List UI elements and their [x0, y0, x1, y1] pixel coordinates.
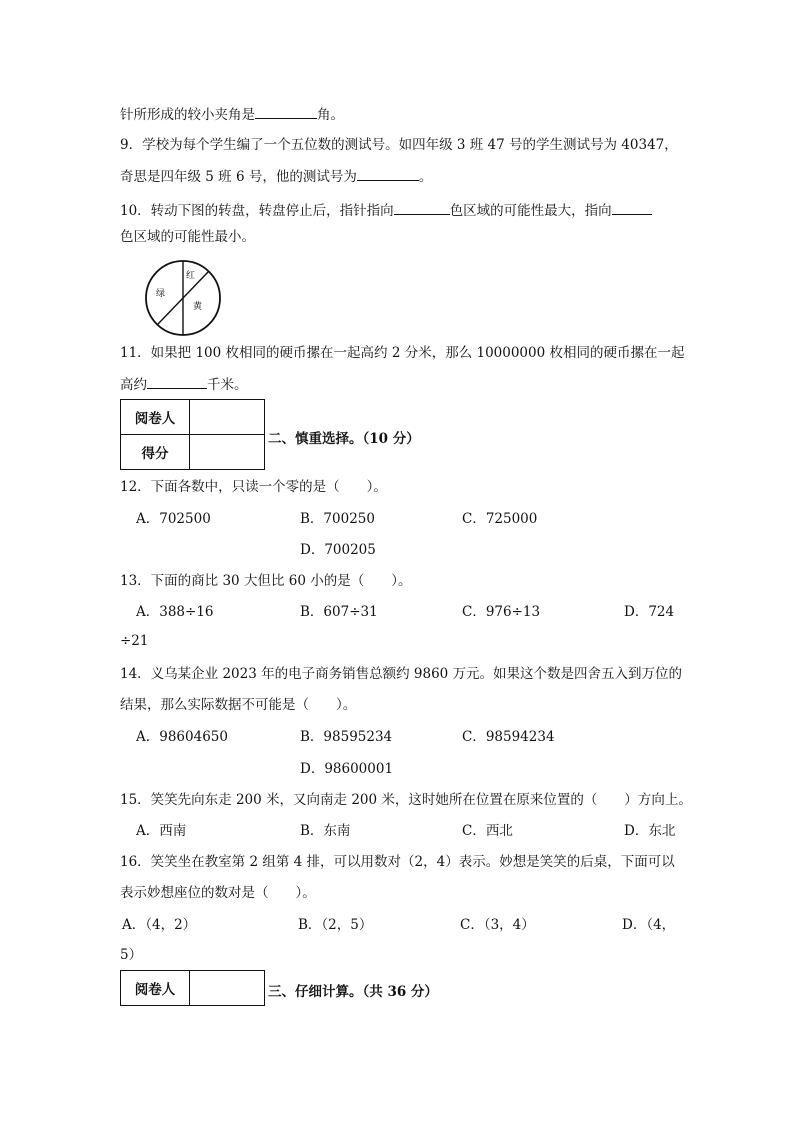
section3-reviewer-label: 阅卷人 — [121, 971, 190, 1006]
q16-line1: 16．笑笑坐在教室第 2 组第 4 排，可以用数对（2，4）表示。妙想是笑笑的后桌，下面可以 — [120, 854, 675, 870]
q10-line1b: 色区域的可能性最大，指向 — [449, 203, 612, 219]
q11-answer-blank[interactable] — [147, 374, 207, 389]
section2-score-table — [120, 399, 265, 470]
q14-option-a[interactable]: A．98604650 — [136, 729, 228, 745]
q10-blank-least[interactable] — [612, 200, 652, 215]
q8-tail-text: 针所形成的较小夹角是 — [120, 107, 255, 123]
q12-option-a[interactable]: A．702500 — [136, 511, 211, 527]
section2-reviewer-label: 阅卷人 — [121, 400, 190, 435]
q11-line2 — [120, 374, 248, 394]
q16-option-d-wrap: 5） — [120, 947, 143, 963]
spinner-label-red: 红 — [186, 271, 196, 281]
q12-option-c[interactable]: C．725000 — [462, 511, 538, 527]
q14-option-b[interactable]: B．98595234 — [300, 729, 393, 745]
q9-line2-text: 奇思是四年级 5 班 6 号，他的测试号为 — [120, 169, 357, 185]
spinner-wheel-diagram — [143, 258, 223, 338]
q11-line2a: 高约 — [120, 377, 147, 393]
q9-answer-blank[interactable] — [357, 166, 419, 181]
q12-stem: 12．下面各数中，只读一个零的是（ ）。 — [120, 479, 387, 495]
q10-line1a: 10．转动下图的转盘，转盘停止后，指针指向 — [120, 203, 394, 219]
q16-option-c[interactable]: C．（3，4） — [460, 917, 535, 933]
q15-option-d[interactable]: D．东北 — [624, 823, 676, 839]
q12-option-d[interactable]: D．700205 — [300, 542, 376, 558]
q14-option-d[interactable]: D．98600001 — [300, 761, 394, 777]
q15-stem: 15．笑笑先向东走 200 米，又向南走 200 米，这时她所在位置在原来位置的（ ）方向上。 — [120, 792, 692, 808]
q14-line2: 结果，那么实际数据不可能是（ ）。 — [120, 697, 357, 713]
section3-reviewer-cell[interactable] — [190, 971, 265, 1006]
q16-option-a[interactable]: A．（4，2） — [122, 917, 197, 933]
q15-option-a[interactable]: A．西南 — [136, 823, 187, 839]
q14-option-c[interactable]: C．98594234 — [462, 729, 555, 745]
q16-option-d[interactable]: D．（4， — [622, 917, 676, 933]
q13-option-a[interactable]: A．388÷16 — [136, 604, 214, 620]
spinner-label-green: 绿 — [156, 289, 166, 299]
q13-option-d[interactable]: D．724 — [624, 604, 675, 620]
q8-answer-blank[interactable] — [255, 104, 317, 119]
q10-line2: 色区域的可能性最小。 — [120, 229, 255, 245]
q8-tail-after: 角。 — [317, 107, 344, 123]
q11-line2b: 千米。 — [207, 377, 248, 393]
q8-tail-line — [120, 104, 344, 124]
q9-line1: 9．学校为每个学生编了一个五位数的测试号。如四年级 3 班 47 号的学生测试号为 40347， — [120, 137, 678, 153]
q11-line1: 11．如果把 100 枚相同的硬币摞在一起高约 2 分米，那么 10000000 枚相同的硬币摞在一起 — [120, 345, 685, 361]
q16-option-b[interactable]: B．（2，5） — [298, 917, 373, 933]
q15-option-b[interactable]: B．东南 — [300, 823, 351, 839]
q15-option-c[interactable]: C．西北 — [462, 823, 513, 839]
q14-line1: 14．义乌某企业 2023 年的电子商务销售总额约 9860 万元。如果这个数是四舍五入到万位的 — [120, 666, 683, 682]
q10-line1 — [120, 200, 652, 220]
q13-stem: 13．下面的商比 30 大但比 60 小的是（ ）。 — [120, 573, 412, 589]
q12-option-b[interactable]: B．700250 — [300, 511, 375, 527]
q13-option-b[interactable]: B．607÷31 — [300, 604, 378, 620]
section3-title: 三、仔细计算。（共 36 分） — [268, 984, 438, 1000]
section2-score-cell[interactable] — [190, 435, 265, 470]
q13-option-d-wrap: ÷21 — [120, 633, 149, 649]
section2-title: 二、慎重选择。（10 分） — [268, 431, 420, 447]
q9-after: 。 — [418, 169, 433, 185]
q16-line2: 表示妙想座位的数对是（ ）。 — [120, 885, 316, 901]
spinner-label-yellow: 黄 — [193, 302, 203, 312]
section2-reviewer-cell[interactable] — [190, 400, 265, 435]
q10-blank-most[interactable] — [394, 200, 450, 215]
section2-score-label: 得分 — [121, 435, 190, 470]
q13-option-c[interactable]: C．976÷13 — [462, 604, 541, 620]
section3-score-table — [120, 970, 265, 1006]
q9-line2 — [120, 166, 432, 186]
